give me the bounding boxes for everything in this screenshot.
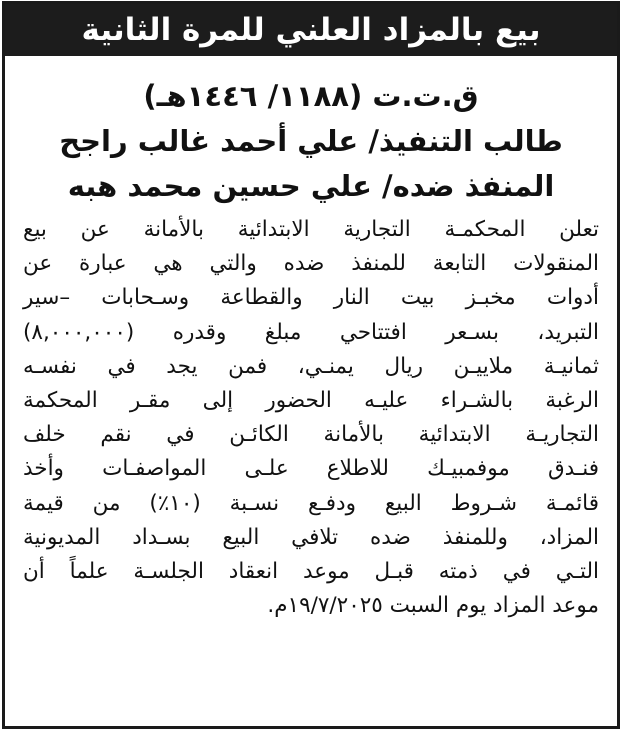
banner-title: بيع بالمزاد العلني للمرة الثانية	[81, 11, 541, 48]
body-line: المزاد، وللمنفذ ضده تلافي البيع بسـداد المديونية	[23, 524, 599, 550]
case-headings	[5, 56, 617, 209]
case-number: ق.ت.ت (١١٨٨/ ١٤٤٦هـ)	[143, 79, 479, 113]
body-line: التـي في ذمته قبـل موعد انعقاد الجلسـة علماً أن	[23, 559, 599, 585]
body-line: التبريد، بسـعر افتتاحي مبلغ وقدره (٨,٠٠٠,٠٠٠)	[23, 319, 599, 345]
body-line: أدوات مخبـز بيت النار والقطاعة وسـحابات –سير	[23, 285, 599, 311]
auction-notice	[2, 1, 620, 729]
body-line: موعد المزاد يوم السبت ١٩/٧/٢٠٢٥م.	[267, 593, 599, 619]
notice-banner	[5, 4, 617, 56]
notice-body	[23, 213, 599, 623]
executed-against-line: المنفذ ضده/ علي حسين محمد هبه	[67, 169, 555, 203]
body-line: الرغبة بالشـراء عليـه الحضور إلى مقـر المحكمة	[23, 388, 599, 414]
body-line: تعلن المحكمـة التجارية الابتدائية بالأمانة عن بيع	[23, 217, 599, 242]
body-line: المنقولات التابعة للمنفذ ضده والتي هي عبارة عن	[23, 251, 599, 277]
body-line: فنـدق موفمبيـك للاطلاع علـى المواصفـات وأخذ	[23, 456, 599, 482]
body-line: قائمـة شـروط البيع ودفـع نسـبة (١٠٪) من قيمة	[23, 490, 600, 516]
body-line: التجاريـة الابتدائية بالأمانة الكائـن في نقم خلف	[23, 422, 599, 448]
executor-line: طالب التنفيذ/ علي أحمد غالب راجح	[59, 124, 563, 158]
body-line: ثمانيـة ملاييـن ريال يمنـي، فمن يجد في نفسـه	[23, 353, 599, 379]
